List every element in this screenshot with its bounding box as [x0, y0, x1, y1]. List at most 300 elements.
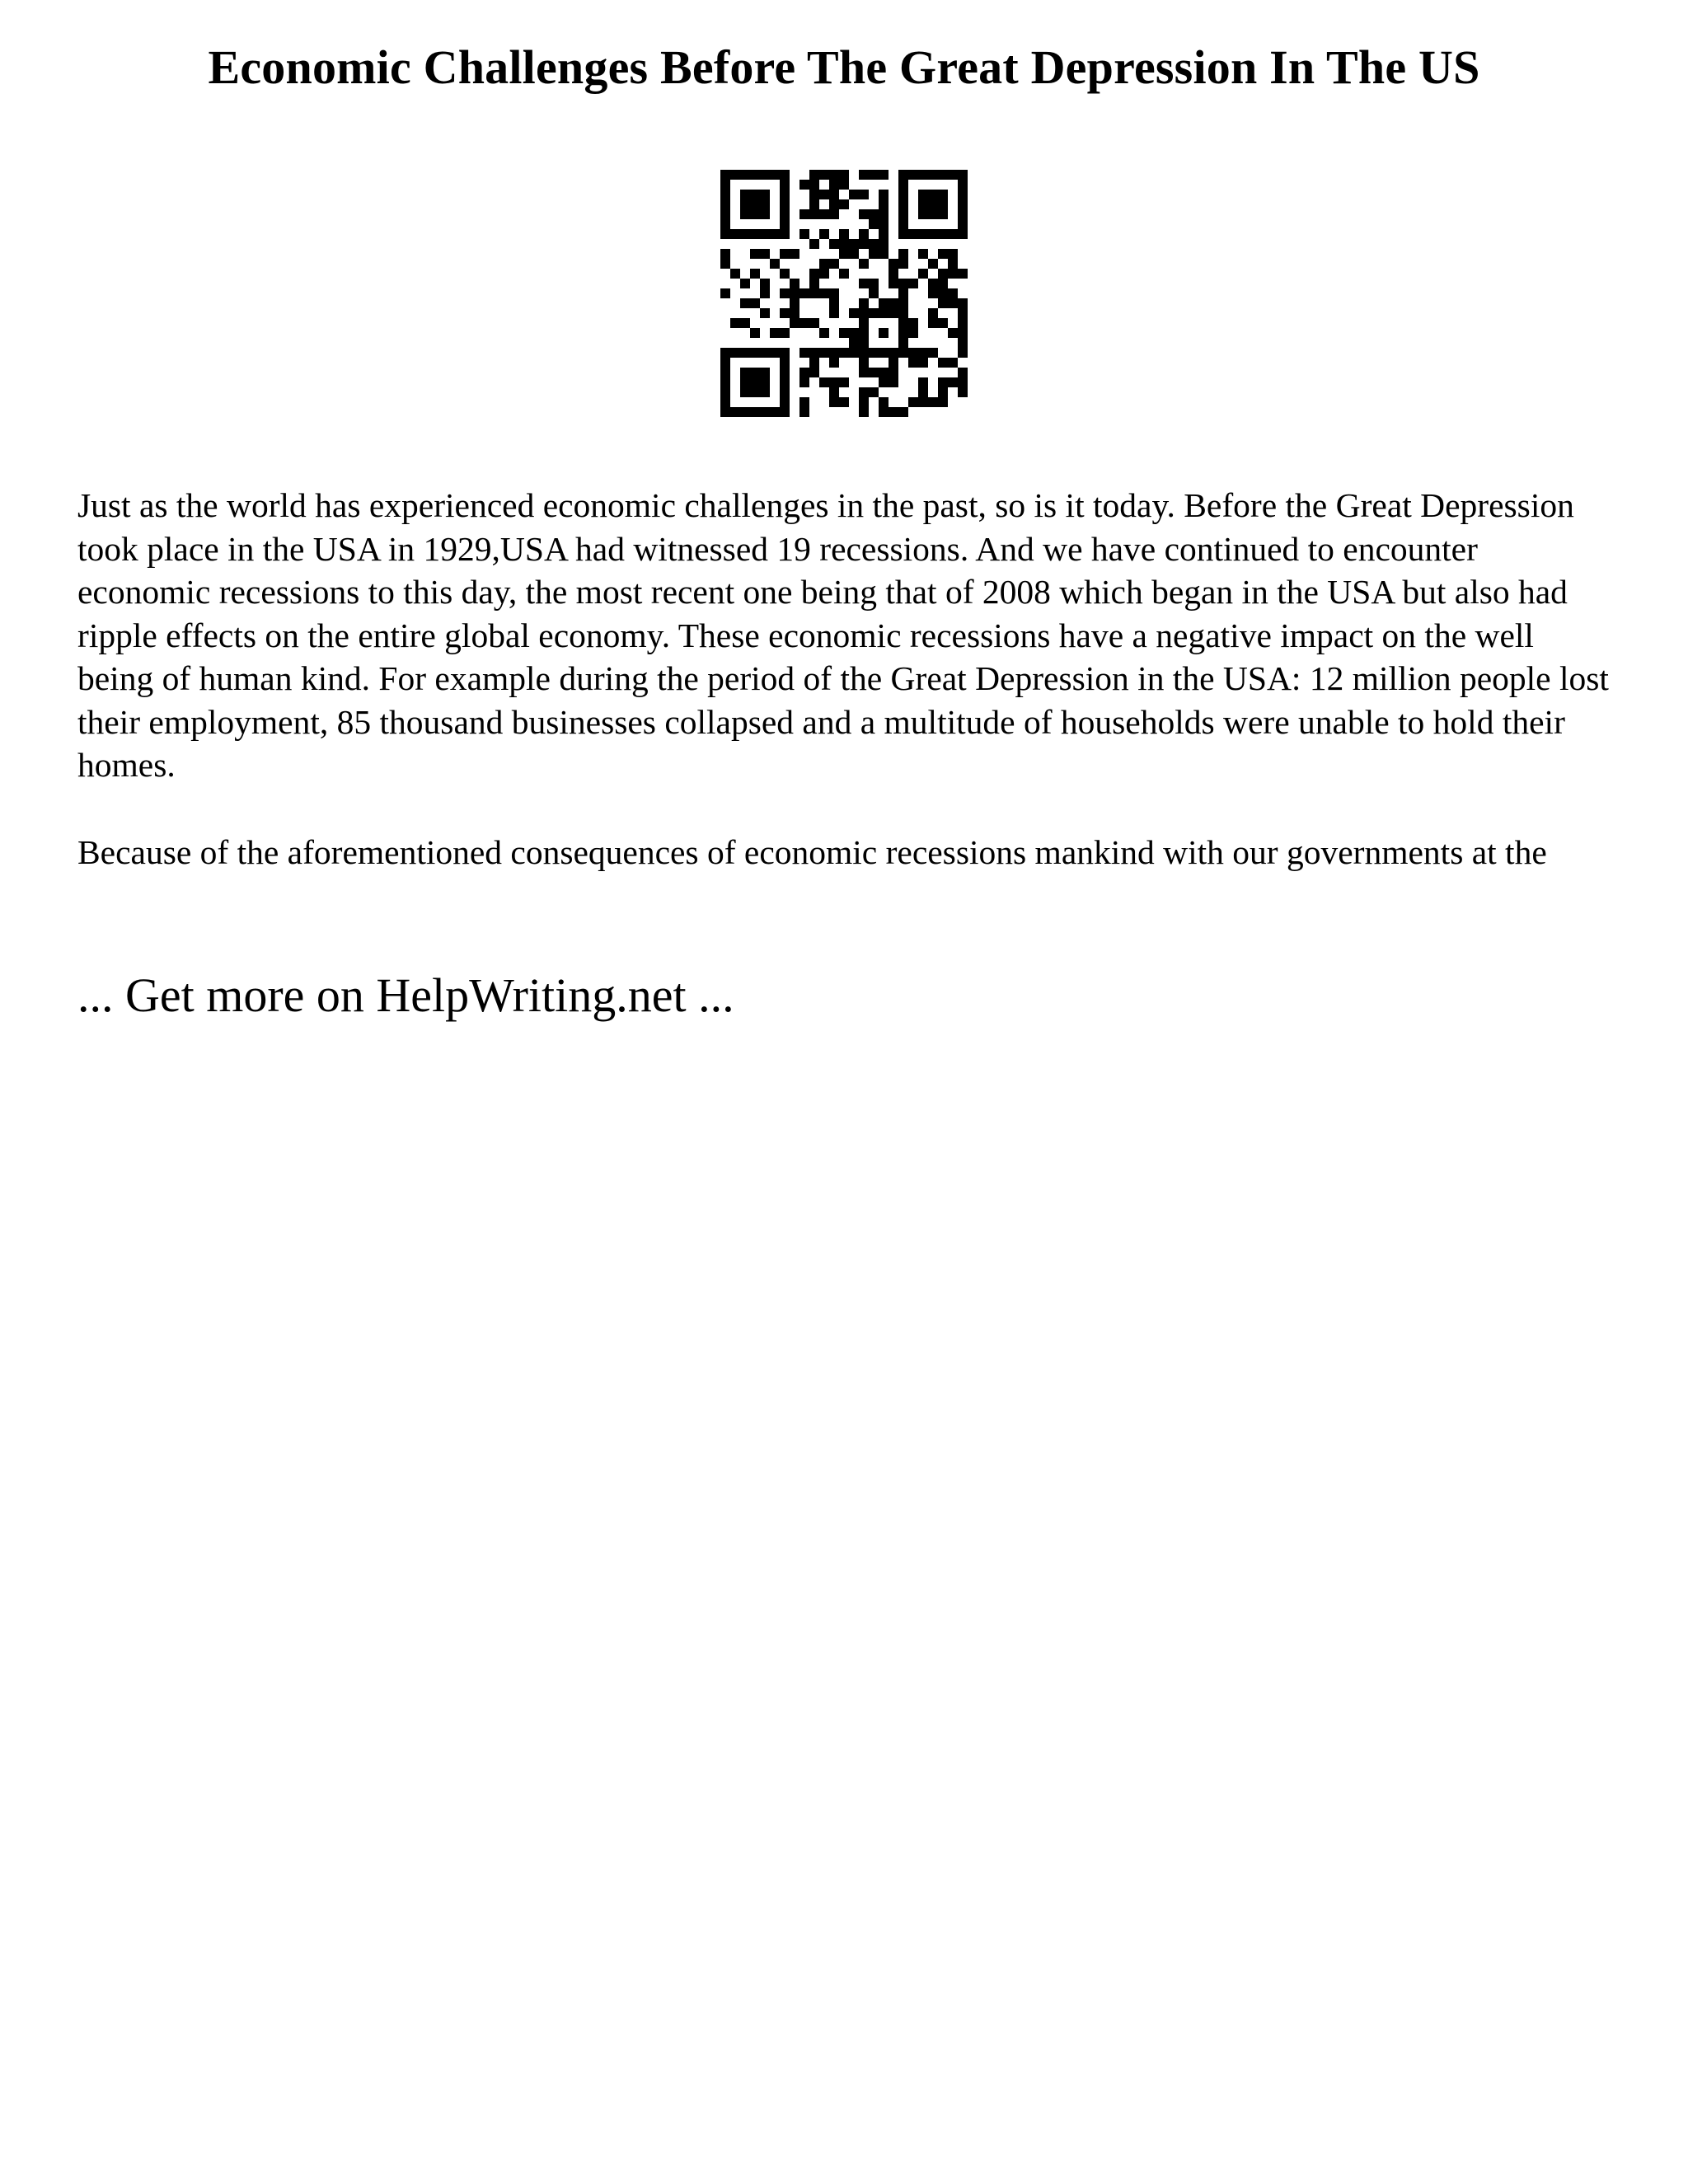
qr-module [780, 219, 790, 229]
qr-module [958, 338, 968, 348]
qr-module [819, 170, 829, 180]
qr-module [799, 180, 809, 190]
qr-module [790, 288, 799, 298]
qr-module [730, 229, 740, 239]
qr-module [918, 199, 928, 209]
qr-module [859, 348, 869, 358]
qr-module [859, 170, 869, 180]
qr-module [928, 318, 938, 328]
qr-module [849, 328, 859, 338]
qr-module [720, 288, 730, 298]
qr-module [780, 368, 790, 377]
qr-module [740, 407, 750, 417]
qr-module [750, 298, 760, 308]
qr-module [760, 348, 770, 358]
qr-module [918, 358, 928, 368]
qr-module [740, 377, 750, 387]
qr-module [720, 358, 730, 368]
qr-module [898, 348, 908, 358]
qr-module [879, 170, 889, 180]
qr-module [928, 288, 938, 298]
qr-module [829, 387, 839, 397]
qr-module [780, 358, 790, 368]
qr-module [720, 229, 730, 239]
qr-module [819, 328, 829, 338]
qr-module [958, 298, 968, 308]
qr-module [839, 348, 849, 358]
qr-module [790, 298, 799, 308]
qr-module [918, 190, 928, 199]
qr-module [898, 170, 908, 180]
qr-module [770, 259, 780, 269]
qr-module [918, 348, 928, 358]
qr-module [799, 377, 809, 387]
qr-module [918, 387, 928, 397]
qr-module [809, 279, 819, 288]
qr-module [859, 338, 869, 348]
qr-module [948, 259, 958, 269]
qr-module [889, 259, 898, 269]
qr-module [958, 209, 968, 219]
qr-module [928, 308, 938, 318]
qr-module [879, 229, 889, 239]
qr-module [799, 348, 809, 358]
qr-module [780, 170, 790, 180]
qr-module [740, 209, 750, 219]
qr-module [928, 397, 938, 407]
qr-module [829, 358, 839, 368]
qr-module [799, 288, 809, 298]
qr-module [780, 180, 790, 190]
qr-module [879, 249, 889, 259]
qr-module [740, 348, 750, 358]
qr-module [829, 190, 839, 199]
qr-module [740, 199, 750, 209]
qr-module [829, 199, 839, 209]
qr-module [849, 190, 859, 199]
qr-module [879, 407, 889, 417]
qr-module [809, 190, 819, 199]
qr-module [879, 377, 889, 387]
qr-module [829, 377, 839, 387]
qr-module [918, 377, 928, 387]
qr-module [898, 249, 908, 259]
qr-code-graphic [720, 170, 968, 417]
qr-module [750, 199, 760, 209]
qr-module [958, 219, 968, 229]
qr-module [760, 288, 770, 298]
qr-module [879, 368, 889, 377]
qr-module [780, 190, 790, 199]
qr-module [829, 239, 839, 249]
qr-module [760, 387, 770, 397]
qr-module [750, 328, 760, 338]
qr-module [730, 170, 740, 180]
qr-module [898, 199, 908, 209]
qr-module [780, 387, 790, 397]
qr-module [780, 249, 790, 259]
qr-module [869, 387, 879, 397]
qr-module [958, 229, 968, 239]
qr-module [819, 259, 829, 269]
qr-module [780, 288, 790, 298]
qr-module [898, 190, 908, 199]
qr-module [898, 288, 908, 298]
qr-module [938, 249, 948, 259]
qr-module [760, 209, 770, 219]
qr-module [720, 407, 730, 417]
qr-module [790, 249, 799, 259]
qr-module [869, 239, 879, 249]
qr-module [730, 407, 740, 417]
qr-module [760, 407, 770, 417]
get-more-link[interactable]: ... Get more on HelpWriting.net ... [77, 968, 734, 1022]
qr-module [819, 209, 829, 219]
qr-module [879, 199, 889, 209]
qr-module [819, 377, 829, 387]
qr-module [839, 377, 849, 387]
qr-module [859, 387, 869, 397]
qr-module [780, 229, 790, 239]
qr-module [889, 348, 898, 358]
qr-module [879, 190, 889, 199]
qr-module [898, 229, 908, 239]
qr-module [740, 387, 750, 397]
qr-module [898, 328, 908, 338]
qr-module [938, 190, 948, 199]
qr-module [869, 288, 879, 298]
qr-module [829, 288, 839, 298]
qr-module [889, 358, 898, 368]
qr-module [839, 328, 849, 338]
qr-module [720, 259, 730, 269]
qr-module [809, 269, 819, 279]
qr-module [938, 269, 948, 279]
qr-module [938, 298, 948, 308]
qr-module [948, 328, 958, 338]
qr-module [908, 348, 918, 358]
qr-module [790, 308, 799, 318]
qr-module [879, 209, 889, 219]
qr-module [898, 407, 908, 417]
qr-module [819, 229, 829, 239]
qr-module [908, 170, 918, 180]
qr-module [849, 338, 859, 348]
qr-module [958, 308, 968, 318]
qr-module [829, 298, 839, 308]
qr-module [879, 348, 889, 358]
qr-module [720, 209, 730, 219]
qr-module [849, 239, 859, 249]
qr-module [928, 279, 938, 288]
qr-module [908, 328, 918, 338]
qr-module [958, 269, 968, 279]
qr-module [720, 377, 730, 387]
qr-module [859, 358, 869, 368]
qr-module [750, 229, 760, 239]
qr-module [859, 308, 869, 318]
qr-module [938, 170, 948, 180]
qr-module [918, 209, 928, 219]
qr-module [938, 318, 948, 328]
qr-module [790, 279, 799, 288]
qr-module [869, 249, 879, 259]
qr-module [839, 199, 849, 209]
qr-module [839, 180, 849, 190]
qr-module [780, 308, 790, 318]
qr-module [750, 269, 760, 279]
qr-module [740, 298, 750, 308]
qr-module [938, 358, 948, 368]
qr-module [879, 219, 889, 229]
qr-module [839, 249, 849, 259]
qr-module [740, 170, 750, 180]
qr-module [760, 279, 770, 288]
qr-module [720, 387, 730, 397]
qr-module [889, 377, 898, 387]
qr-module [928, 209, 938, 219]
qr-module [809, 318, 819, 328]
document-title: Economic Challenges Before The Great Depression In The US [208, 40, 1480, 94]
qr-module [898, 298, 908, 308]
qr-module [799, 397, 809, 407]
qr-module [799, 318, 809, 328]
qr-module [839, 229, 849, 239]
qr-module [770, 328, 780, 338]
qr-module [740, 318, 750, 328]
qr-module [770, 407, 780, 417]
qr-module [928, 348, 938, 358]
qr-module [780, 407, 790, 417]
qr-module [780, 348, 790, 358]
qr-module [859, 209, 869, 219]
qr-module [770, 348, 780, 358]
qr-module [958, 368, 968, 377]
qr-module [938, 279, 948, 288]
qr-module [898, 338, 908, 348]
qr-module [829, 180, 839, 190]
qr-module [770, 170, 780, 180]
qr-module [859, 407, 869, 417]
qr-module [928, 170, 938, 180]
qr-module [770, 229, 780, 239]
qr-module [720, 180, 730, 190]
qr-module [740, 279, 750, 288]
qr-module [720, 170, 730, 180]
qr-module [918, 249, 928, 259]
qr-module [938, 387, 948, 397]
qr-module [948, 288, 958, 298]
qr-module [908, 397, 918, 407]
qr-module [948, 229, 958, 239]
qr-module [780, 199, 790, 209]
qr-module [889, 269, 898, 279]
qr-module [849, 348, 859, 358]
qr-module [889, 368, 898, 377]
qr-module [720, 368, 730, 377]
qr-module [859, 279, 869, 288]
qr-module [809, 358, 819, 368]
qr-module [908, 318, 918, 328]
qr-module [780, 209, 790, 219]
qr-module [799, 368, 809, 377]
qr-module [750, 407, 760, 417]
qr-module [879, 298, 889, 308]
qr-module [869, 209, 879, 219]
qr-module [760, 249, 770, 259]
qr-module [750, 387, 760, 397]
qr-module [938, 377, 948, 387]
qr-module [928, 229, 938, 239]
qr-module [859, 259, 869, 269]
qr-module [898, 308, 908, 318]
qr-module [790, 318, 799, 328]
qr-module [750, 190, 760, 199]
qr-module [948, 377, 958, 387]
qr-module [780, 397, 790, 407]
qr-module [839, 269, 849, 279]
qr-module [898, 279, 908, 288]
qr-module [720, 199, 730, 209]
qr-module [918, 170, 928, 180]
qr-module [938, 229, 948, 239]
qr-module [879, 308, 889, 318]
qr-module [750, 209, 760, 219]
qr-module [750, 368, 760, 377]
qr-module [958, 180, 968, 190]
qr-module [938, 209, 948, 219]
qr-module [928, 259, 938, 269]
qr-module [730, 318, 740, 328]
qr-module [879, 239, 889, 249]
qr-module [859, 239, 869, 249]
qr-module [720, 348, 730, 358]
qr-module [879, 328, 889, 338]
qr-module [809, 180, 819, 190]
qr-module [760, 190, 770, 199]
qr-module [809, 170, 819, 180]
qr-module [839, 397, 849, 407]
qr-module [938, 397, 948, 407]
qr-module [928, 190, 938, 199]
qr-module [938, 288, 948, 298]
qr-code-icon [720, 170, 968, 417]
qr-module [849, 249, 859, 259]
qr-module [948, 170, 958, 180]
qr-module [958, 328, 968, 338]
qr-module [918, 229, 928, 239]
qr-module [869, 279, 879, 288]
qr-module [720, 249, 730, 259]
qr-module [948, 298, 958, 308]
qr-module [958, 377, 968, 387]
qr-module [720, 219, 730, 229]
qr-module [948, 358, 958, 368]
qr-module [859, 190, 869, 199]
qr-module [720, 397, 730, 407]
qr-module [898, 219, 908, 229]
body-paragraph-1: Just as the world has experienced economic challenges in the past, so is it today. Before the Great Depression took place in the USA in 1929,USA had witnessed 19 recessions. And we have continued to encounter economic recessions to this day, the most recent one being that of 2008 which began in the USA but also had ripple effects on the entire global economy. These economic recessions have a negative impact on the well being of human kind. For example during the period of the Great Depression in the USA: 12 million people lost their employment, 85 thousand businesses collapsed and a multitude of households were unable to hold their homes. [77, 486, 1609, 784]
qr-module [938, 199, 948, 209]
qr-module [809, 368, 819, 377]
qr-module [740, 190, 750, 199]
qr-module [859, 397, 869, 407]
qr-module [839, 170, 849, 180]
qr-module [829, 259, 839, 269]
qr-module [799, 407, 809, 417]
qr-module [958, 199, 968, 209]
qr-module [720, 190, 730, 199]
qr-module [750, 170, 760, 180]
qr-module [780, 377, 790, 387]
qr-module [760, 308, 770, 318]
qr-module [958, 190, 968, 199]
body-paragraph-2: Because of the aforementioned consequences of economic recessions mankind with our governments at the [77, 833, 1547, 871]
qr-module [898, 318, 908, 328]
qr-module [829, 170, 839, 180]
qr-module [869, 308, 879, 318]
qr-module [958, 387, 968, 397]
qr-module [879, 397, 889, 407]
qr-module [829, 397, 839, 407]
qr-module [829, 348, 839, 358]
qr-module [859, 318, 869, 328]
qr-module [889, 308, 898, 318]
qr-module [760, 377, 770, 387]
qr-module [809, 348, 819, 358]
qr-module [958, 318, 968, 328]
qr-module [750, 377, 760, 387]
qr-module [958, 348, 968, 358]
qr-module [839, 239, 849, 249]
qr-module [780, 328, 790, 338]
qr-module [760, 229, 770, 239]
qr-module [948, 269, 958, 279]
qr-module [869, 170, 879, 180]
qr-module [780, 269, 790, 279]
qr-module [889, 279, 898, 288]
qr-module [928, 199, 938, 209]
qr-module [898, 180, 908, 190]
qr-module [849, 308, 859, 318]
qr-module [819, 288, 829, 298]
qr-module [819, 190, 829, 199]
qr-module [799, 229, 809, 239]
qr-module [809, 199, 819, 209]
qr-module [918, 269, 928, 279]
qr-module [750, 249, 760, 259]
qr-module [859, 328, 869, 338]
qr-module [898, 259, 908, 269]
qr-module [859, 229, 869, 239]
qr-module [859, 298, 869, 308]
qr-module [908, 229, 918, 239]
qr-module [760, 199, 770, 209]
qr-module [898, 209, 908, 219]
qr-module [730, 269, 740, 279]
qr-module [799, 209, 809, 219]
qr-module [869, 348, 879, 358]
qr-module [829, 308, 839, 318]
qr-module [760, 368, 770, 377]
qr-module [908, 279, 918, 288]
qr-module [819, 348, 829, 358]
qr-module [889, 298, 898, 308]
qr-module [829, 209, 839, 219]
qr-module [859, 368, 869, 377]
qr-module [869, 219, 879, 229]
qr-module [819, 269, 829, 279]
